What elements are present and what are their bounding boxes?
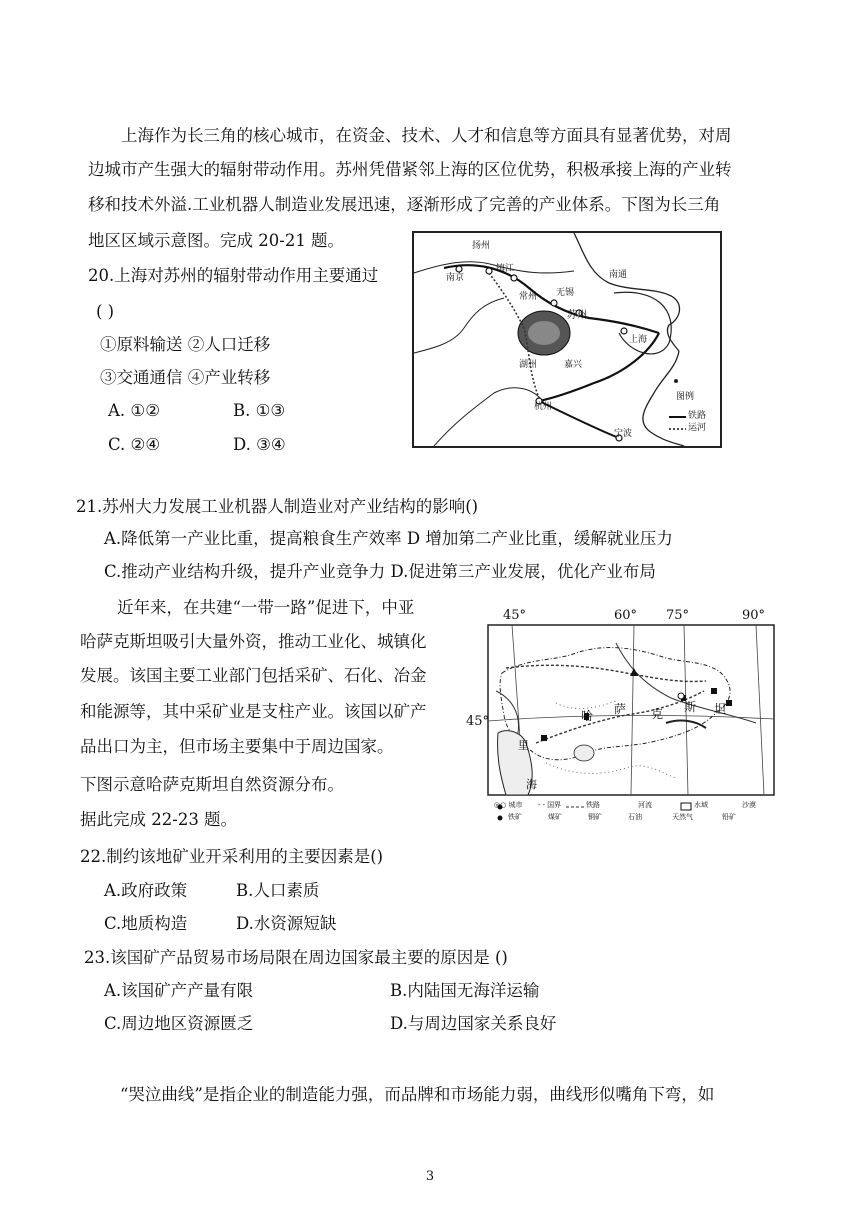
q23-option-c: C.周边地区资源匮乏 — [104, 1014, 254, 1033]
map2-legend-border: - - 国界 — [538, 801, 562, 809]
map1-label-zhenjiang: 镇江 — [496, 264, 515, 274]
map1-legend-rail: 铁路 — [688, 411, 707, 421]
map2-legend-city: ◎○ 城市 — [494, 801, 523, 809]
map2-char-sa: 萨 — [614, 702, 627, 716]
map1-label-yangzhou: 扬州 — [472, 241, 491, 251]
map1-label-suzhou: 苏州 — [567, 310, 587, 321]
passage2-line-4: 和能源等，其中采矿业是支柱产业。该国以矿产 — [80, 702, 427, 721]
map1-legend-canal: 运河 — [688, 423, 707, 433]
yangtze-delta-map — [412, 231, 722, 448]
passage3-line: “哭泣曲线”是指企业的制造能力强，而品牌和市场能力弱，曲线形似嘴角下弯，如 — [120, 1085, 715, 1104]
passage1-line-2: 边城市产生强大的辐射带动作用。苏州凭借紧邻上海的区位优势，积极承接上海的产业转 — [88, 160, 732, 179]
q20-option-b: B. ①③ — [233, 401, 286, 420]
map2-legend-gas: 天然气 — [672, 813, 693, 821]
passage1-line-1: 上海作为长三角的核心城市，在资金、技术、人才和信息等方面具有显著优势，对周 — [121, 126, 732, 145]
q21-stem: 21.苏州大力发展工业机器人制造业对产业结构的影响() — [76, 497, 479, 516]
q21-option-c-d: C.推动产业结构升级，提升产业竞争力 D.促进第三产业发展，优化产业布局 — [104, 562, 656, 581]
map2-legend-iron: 铁矿 — [508, 813, 522, 821]
q21-option-a-d: A.降低第一产业比重，提高粮食生产效率 D 增加第二产业比重，缓解就业压力 — [104, 529, 673, 548]
q20-items-row2: ③交通通信 ④产业转移 — [100, 368, 271, 387]
map2-legend-copper: 铜矿 — [588, 813, 602, 821]
map2-legend-lead: 铅矿 — [722, 813, 736, 821]
q20-option-c: C. ②④ — [108, 435, 161, 454]
passage1-line-3: 移和技术外溢.工业机器人制造业发展迅速，逐渐形成了完善的产业体系。下图为长三角 — [88, 195, 721, 214]
map1-label-changzhou: 常州 — [519, 292, 538, 302]
passage2-line-6: 下图示意哈萨克斯坦自然资源分布。 — [80, 775, 344, 794]
map1-label-wuxi: 无锡 — [556, 288, 575, 298]
map2-char-si: 斯 — [684, 700, 697, 714]
q20-option-a: A. ①② — [108, 401, 160, 420]
q22-option-b: B.人口素质 — [236, 881, 320, 900]
q23-option-d: D.与周边国家关系良好 — [390, 1014, 557, 1033]
q20-stem: 20.上海对苏州的辐射带动作用主要通过 — [88, 266, 379, 285]
map2-lon-60: 60° — [614, 608, 638, 623]
map2-lat-45: 45° — [466, 714, 490, 729]
page-number: 3 — [425, 1169, 435, 1184]
passage1-line-4: 地区区域示意图。完成 20-21 题。 — [88, 231, 345, 250]
map1-label-nantong: 南通 — [609, 270, 628, 280]
q20-items-row1: ①原料输送 ②人口迁移 — [100, 335, 271, 354]
q20-option-d: D. ③④ — [233, 435, 286, 454]
map2-char-ke: 克 — [651, 707, 664, 721]
map2-legend-water: 水域 — [694, 801, 708, 809]
map2-lon-90: 90° — [742, 608, 766, 623]
passage2-line-5: 品出口为主，但市场主要集中于周边国家。 — [80, 737, 394, 756]
map2-legend-oil: 石油 — [628, 813, 642, 821]
map2-char-ha: 哈 — [581, 709, 594, 723]
q23-option-a: A.该国矿产产量有限 — [104, 981, 254, 1000]
q22-option-a: A.政府政策 — [104, 881, 188, 900]
map1-label-ningbo: 宁波 — [614, 429, 633, 439]
map1-label-nanjing: 南京 — [446, 273, 465, 283]
passage2-line-1: 近年来，在共建“一带一路”促进下，中亚 — [117, 598, 415, 617]
q23-option-b: B.内陆国无海洋运输 — [390, 981, 540, 1000]
map2-lon-75: 75° — [666, 608, 690, 623]
passage2-line-7: 据此完成 22-23 题。 — [80, 810, 238, 829]
q22-option-c: C.地质构造 — [104, 914, 188, 933]
map1-label-huzhou: 湖州 — [519, 360, 538, 370]
passage2-line-2: 哈萨克斯坦吸引大量外资，推动工业化、城镇化 — [80, 632, 427, 651]
map1-label-jiaxing: 嘉兴 — [564, 360, 583, 370]
map1-label-shanghai: 上海 — [629, 335, 648, 345]
kazakhstan-resource-map — [466, 603, 782, 827]
passage2-line-3: 发展。该国主要工业部门包括采矿、石化、冶金 — [80, 666, 427, 685]
map2-legend-rail: 铁路 — [586, 801, 600, 809]
map2-legend-river: 河流 — [638, 801, 652, 809]
map1-legend-title: 图例 — [676, 392, 695, 402]
map2-lon-45: 45° — [503, 608, 527, 623]
map2-char-tan: 坦 — [714, 702, 727, 716]
map1-label-hangzhou: 杭州 — [534, 402, 553, 412]
q20-paren: ( ) — [96, 302, 115, 321]
map2-sea-hai: 海 — [526, 778, 537, 791]
map2-sea-li: 里 — [518, 739, 529, 752]
q22-option-d: D.水资源短缺 — [236, 914, 337, 933]
map2-legend-coal: 煤矿 — [548, 813, 562, 821]
q23-stem: 23.该国矿产品贸易市场局限在周边国家最主要的原因是 () — [84, 948, 508, 967]
q22-stem: 22.制约该地矿业开采利用的主要因素是() — [80, 847, 384, 866]
map2-legend-desert: 沙漠 — [742, 801, 756, 809]
